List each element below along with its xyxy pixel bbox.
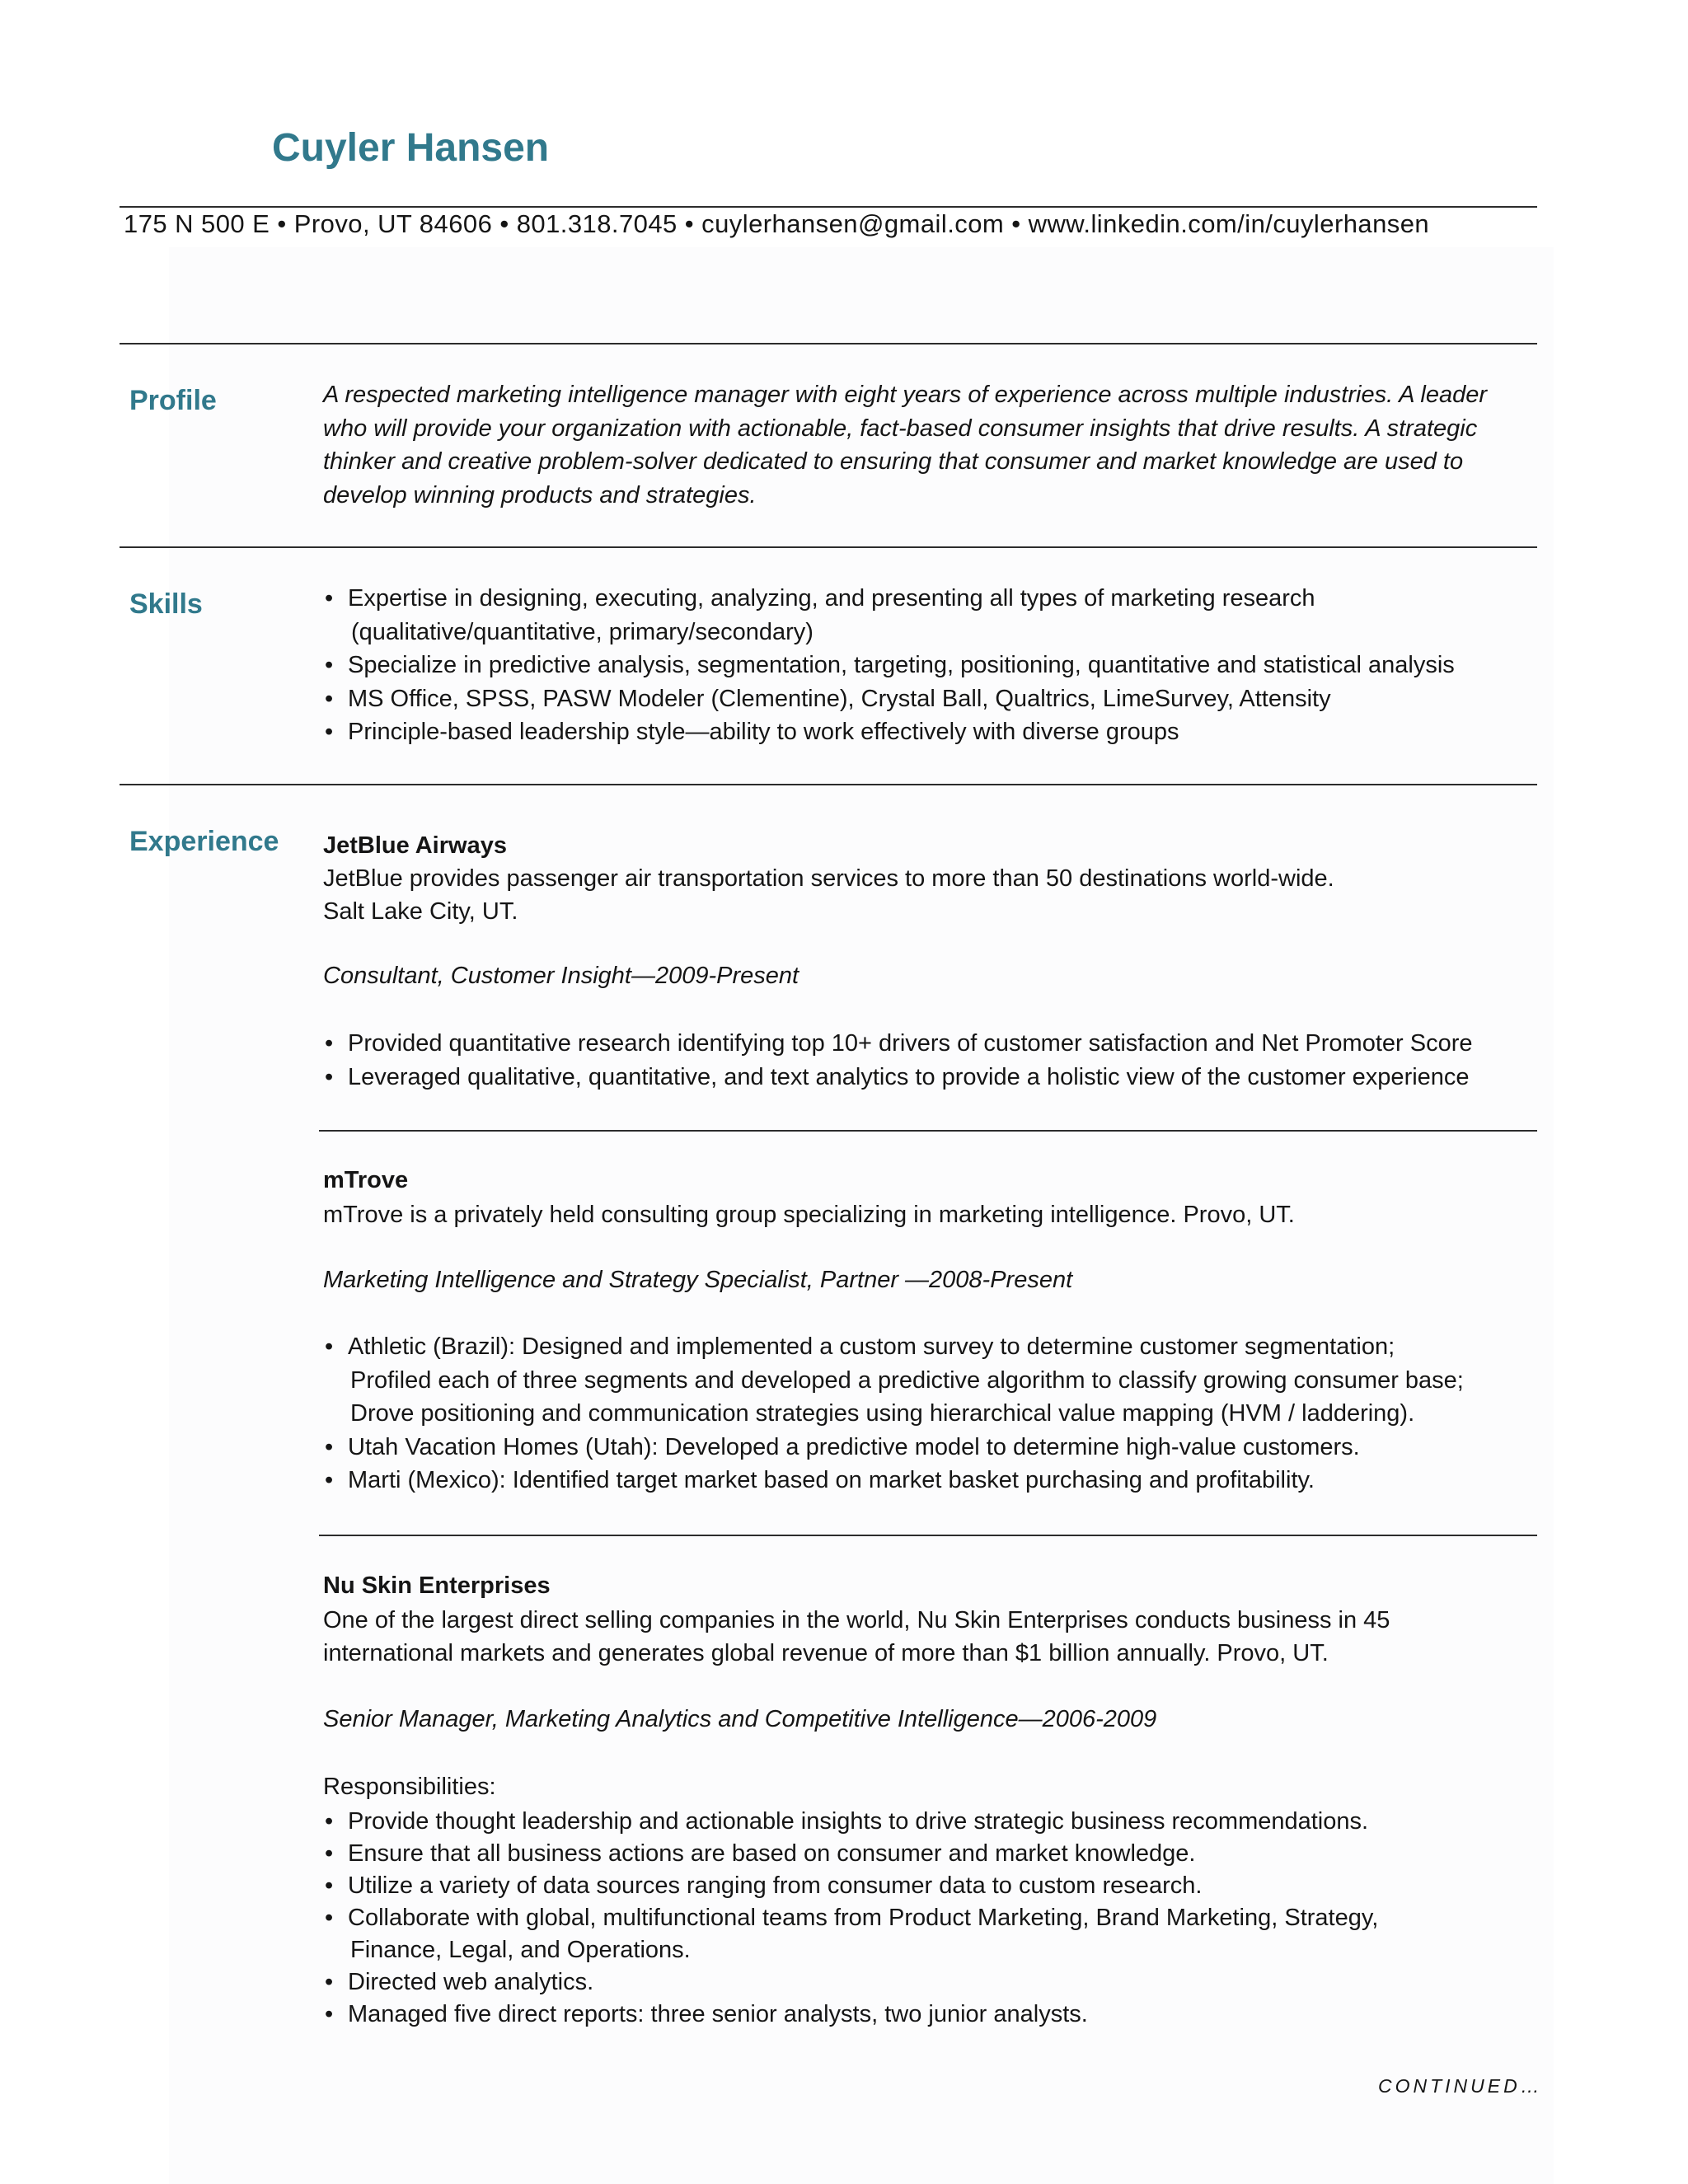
- experience-heading: Experience: [129, 826, 279, 857]
- job-bullet: [323, 1464, 1559, 1497]
- skill-text: (qualitative/quantitative, primary/secondary): [351, 618, 814, 645]
- job-bullet-text: Athletic (Brazil): Designed and implemented a custom survey to determine customer segmentation;: [348, 1333, 1395, 1360]
- job-bullets: [323, 1330, 1559, 1497]
- job-bullet: [323, 1966, 1559, 1999]
- job-bullet: [323, 1806, 1559, 1838]
- continued-marker: CONTINUED…: [1378, 2075, 1543, 2097]
- profile-line: who will provide your organization with actionable, fact-based consumer insights that drive results. A strategic: [323, 415, 1478, 442]
- experience-divider: [120, 784, 1537, 785]
- job-company: Nu Skin Enterprises: [323, 1572, 551, 1599]
- profile-line: A respected marketing intelligence manager with eight years of experience across multiple industries. A leader: [323, 382, 1488, 408]
- job-bullet-text: Managed five direct reports: three senior analysts, two junior analysts.: [348, 2001, 1088, 2027]
- job-bullet: [323, 1870, 1559, 1902]
- job-bullet: [323, 1061, 1559, 1094]
- skill-text: Specialize in predictive analysis, segmentation, targeting, positioning, quantitative and statistical analysis: [348, 652, 1455, 678]
- skill-item: [323, 682, 1559, 716]
- profile-divider: [120, 343, 1537, 344]
- job-bullet: [323, 1999, 1559, 2031]
- job-bullet-text: Ensure that all business actions are based on consumer and market knowledge.: [348, 1840, 1196, 1867]
- job-bullet-text: Directed web analytics.: [348, 1969, 594, 1995]
- job-bullet-text: Provide thought leadership and actionable insights to drive strategic business recommendations.: [348, 1808, 1369, 1835]
- job-role: Consultant, Customer Insight—2009-Present: [323, 963, 799, 989]
- skill-item: [323, 649, 1559, 682]
- skills-list: [323, 582, 1559, 749]
- job-description-line: mTrove is a privately held consulting group specializing in marketing intelligence. Provo, UT.: [323, 1202, 1295, 1228]
- profile-summary: [323, 378, 1559, 513]
- skill-text: Principle-based leadership style—ability to work effectively with diverse groups: [348, 719, 1179, 745]
- profile-line: develop winning products and strategies.: [323, 482, 757, 509]
- job-company: mTrove: [323, 1167, 409, 1193]
- job-description-line: One of the largest direct selling companies in the world, Nu Skin Enterprises conducts business in 45: [323, 1607, 1390, 1633]
- job-bullet-text: Profiled each of three segments and developed a predictive algorithm to classify growing consumer base;: [350, 1366, 1464, 1394]
- skill-text: Expertise in designing, executing, analyzing, and presenting all types of marketing research: [348, 585, 1315, 612]
- job-bullet-text: Finance, Legal, and Operations.: [350, 1937, 691, 1963]
- job-bullet: [323, 1431, 1559, 1465]
- responsibilities-label: Responsibilities:: [323, 1774, 496, 1800]
- job-bullet: [323, 1902, 1559, 1966]
- contact-line: 175 N 500 E • Provo, UT 84606 • 801.318.7045 • cuylerhansen@gmail.com • www.linkedin.com/in/cuylerhansen: [124, 209, 1430, 238]
- job-bullet-text: Leveraged qualitative, quantitative, and text analytics to provide a holistic view of the customer experience: [348, 1063, 1470, 1090]
- profile-line: thinker and creative problem-solver dedicated to ensuring that consumer and market knowledge are used to: [323, 448, 1464, 476]
- header-divider: [120, 206, 1537, 208]
- job-bullet-text: Marti (Mexico): Identified target market based on market basket purchasing and profitability.: [348, 1467, 1315, 1493]
- profile-heading: Profile: [129, 385, 217, 416]
- job-description-line: international markets and generates global revenue of more than $1 billion annually. Provo, UT.: [323, 1640, 1329, 1666]
- candidate-name: Cuyler Hansen: [272, 126, 550, 170]
- job-divider: [319, 1535, 1537, 1536]
- job-role: Senior Manager, Marketing Analytics and Competitive Intelligence—2006-2009: [323, 1706, 1157, 1732]
- job-description-line: JetBlue provides passenger air transportation services to more than 50 destinations world-wide.: [323, 865, 1334, 892]
- job-divider: [319, 1130, 1537, 1132]
- job-bullets: [323, 1027, 1559, 1094]
- job-bullet-text: Drove positioning and communication strategies using hierarchical value mapping (HVM / laddering).: [350, 1400, 1415, 1427]
- job-role: Marketing Intelligence and Strategy Specialist, Partner —2008-Present: [323, 1267, 1073, 1293]
- job-bullet-text: Utilize a variety of data sources ranging from consumer data to custom research.: [348, 1872, 1203, 1899]
- job-bullet-text: Provided quantitative research identifying top 10+ drivers of customer satisfaction and Net Promoter Score: [348, 1030, 1473, 1057]
- job-bullet-text: Utah Vacation Homes (Utah): Developed a predictive model to determine high-value customers.: [348, 1433, 1360, 1460]
- job-bullets: [323, 1806, 1559, 2031]
- job-bullet: [323, 1330, 1559, 1431]
- job-description: [323, 862, 1334, 928]
- job-bullet-text: Collaborate with global, multifunctional teams from Product Marketing, Brand Marketing, Strategy,: [348, 1905, 1379, 1931]
- job-description: [323, 1198, 1295, 1231]
- job-description-line: Salt Lake City, UT.: [323, 898, 518, 925]
- job-bullet: [323, 1838, 1559, 1870]
- skill-text: MS Office, SPSS, PASW Modeler (Clementine), Crystal Ball, Qualtrics, LimeSurvey, Attensity: [348, 685, 1331, 712]
- job-company: JetBlue Airways: [323, 832, 507, 859]
- job-bullet: [323, 1027, 1559, 1061]
- skills-divider: [120, 546, 1537, 548]
- skill-item: [323, 715, 1559, 749]
- skills-heading: Skills: [129, 588, 203, 620]
- skill-item: [323, 582, 1559, 649]
- job-description: [323, 1604, 1390, 1670]
